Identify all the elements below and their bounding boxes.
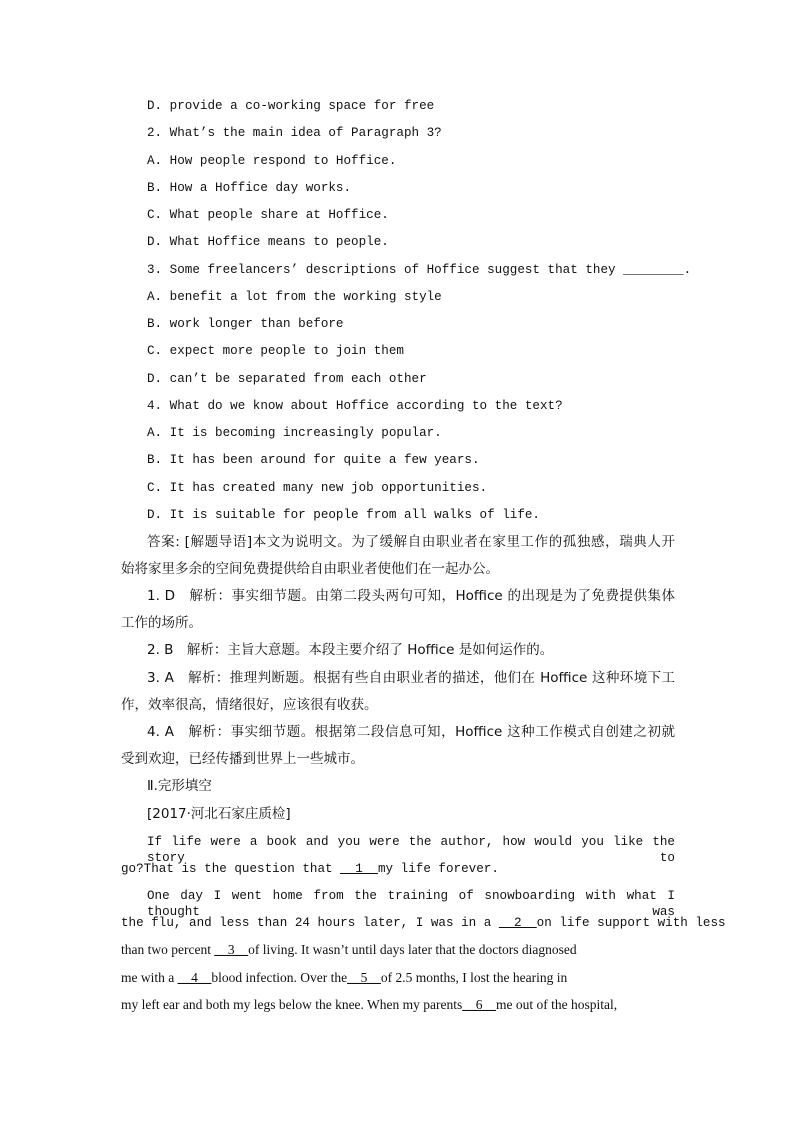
q3-stem: 3. Some freelancers’ descriptions of Hoffice suggest that they ________. <box>147 263 692 277</box>
cloze-blank-6: __6__ <box>462 997 497 1012</box>
cloze-blank-1: __1__ <box>340 862 378 876</box>
answer-intro-line1: 答案: [解题导语]本文为说明文。为了缓解自由职业者在家里工作的孤独感，瑞典人开 <box>147 534 675 550</box>
cloze-p2-line1: One day I went home from the training of snowboarding with what I thought was <box>147 889 675 919</box>
cloze-text: my left ear and both my legs below the knee. When my parents <box>121 997 463 1012</box>
q3-option-b: B. work longer than before <box>147 317 344 331</box>
q3-option-a: A. benefit a lot from the working style <box>147 290 442 304</box>
cloze-p2-line5 <box>121 997 617 1013</box>
cloze-p2-line4 <box>121 970 567 986</box>
answer-1-line1: 1. D 解析：事实细节题。由第二段头两句可知，Hoffice 的出现是为了免费提供集体 <box>147 588 675 604</box>
cloze-text: than two percent <box>121 942 215 957</box>
cloze-blank-2: __2__ <box>498 916 537 930</box>
answer-4-line2: 受到欢迎，已经传播到世界上一些城市。 <box>121 751 364 767</box>
answer-1-line2: 工作的场所。 <box>121 615 202 631</box>
section-source: [2017·河北石家庄质检] <box>147 806 291 822</box>
answer-intro-line2: 始将家里多余的空间免费提供给自由职业者使他们在一起办公。 <box>121 561 499 577</box>
q4-stem: 4. What do we know about Hoffice according to the text? <box>147 399 563 413</box>
cloze-text: me out of the hospital, <box>496 997 618 1012</box>
cloze-blank-4: __4__ <box>177 970 212 985</box>
cloze-p1-line2 <box>121 861 499 877</box>
cloze-text: blood infection. Over the <box>211 970 348 985</box>
answer-2-line1: 2. B 解析：主旨大意题。本段主要介绍了 Hoffice 是如何运作的。 <box>147 642 554 658</box>
cloze-text: the flu, and less than 24 hours later, I was in a <box>121 916 499 930</box>
q2-stem: 2. What’s the main idea of Paragraph 3? <box>147 126 442 140</box>
q2-option-c: C. What people share at Hoffice. <box>147 208 389 222</box>
q3-option-d: D. can’t be separated from each other <box>147 372 427 386</box>
q4-option-b: B. It has been around for quite a few years. <box>147 453 480 467</box>
cloze-blank-5: __5__ <box>347 970 381 985</box>
cloze-text: of 2.5 months, I lost the hearing in <box>380 970 568 985</box>
cloze-text: on life support with less <box>536 916 726 930</box>
cloze-text: my life forever. <box>377 862 499 876</box>
q4-option-c: C. It has created many new job opportunities. <box>147 481 488 495</box>
answer-4-line1: 4. A 解析：事实细节题。根据第二段信息可知，Hoffice 这种工作模式自创建之初就 <box>147 724 675 740</box>
answer-3-line2: 作，效率很高，情绪很好，应该很有收获。 <box>121 697 378 713</box>
q4-option-a: A. It is becoming increasingly popular. <box>147 426 442 440</box>
cloze-text: me with a <box>121 970 178 985</box>
q1-option-d: D. provide a co-working space for free <box>147 99 435 113</box>
q3-option-c: C. expect more people to join them <box>147 344 404 358</box>
cloze-blank-3: __3__ <box>214 942 249 957</box>
cloze-p2-line2 <box>121 915 726 931</box>
q2-option-d: D. What Hoffice means to people. <box>147 235 389 249</box>
q2-option-b: B. How a Hoffice day works. <box>147 181 352 195</box>
answer-3-line1: 3. A 解析：推理判断题。根据有些自由职业者的描述，他们在 Hoffice 这种环境下工 <box>147 670 675 686</box>
cloze-text: go?That is the question that <box>121 862 341 876</box>
cloze-text: of living. It wasn’t until days later that the doctors diagnosed <box>248 942 577 957</box>
q2-option-a: A. How people respond to Hoffice. <box>147 154 397 168</box>
cloze-p2-line3 <box>121 942 577 958</box>
section-heading: Ⅱ.完形填空 <box>147 778 212 794</box>
q4-option-d: D. It is suitable for people from all walks of life. <box>147 508 540 522</box>
cloze-p1-line1: If life were a book and you were the author, how would you like the story to <box>147 835 675 865</box>
